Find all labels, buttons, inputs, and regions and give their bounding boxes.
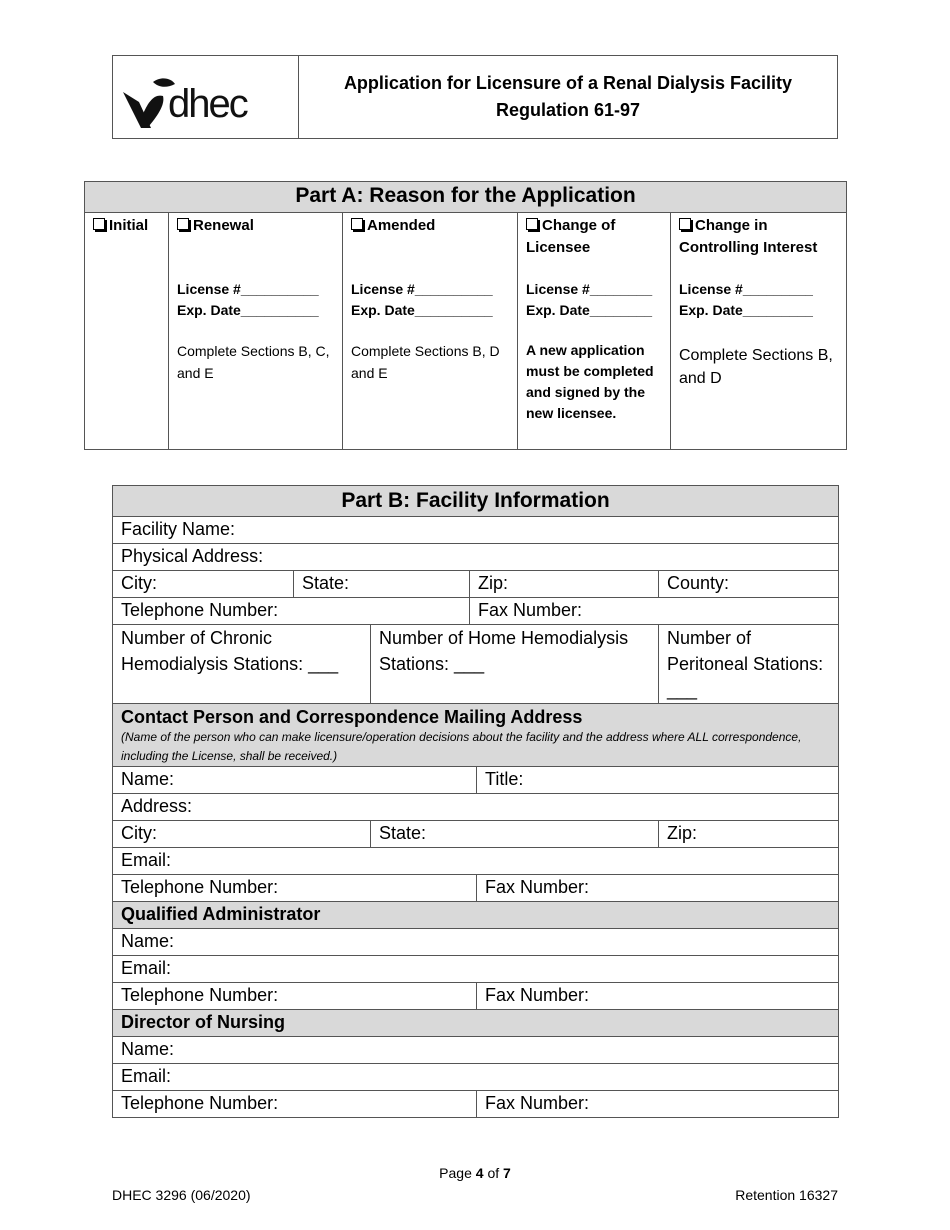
option-change-of-licensee: Change of Licensee License #________ Exp. Date________ A new application must be completed and signed by the new licensee. <box>518 213 671 450</box>
chronic-stations-field[interactable]: Number of Chronic Hemodialysis Stations: ___ <box>113 625 371 704</box>
part-b-title: Part B: Facility Information <box>113 486 839 517</box>
logo-wordmark: dhec <box>168 82 247 126</box>
form-title <box>299 56 837 138</box>
don-name-field[interactable]: Name: <box>113 1037 839 1064</box>
option-change-controlling-interest: Change in Controlling Interest License #_________ Exp. Date_________ Complete Sections B, and D <box>671 213 847 450</box>
change-licensee-checkbox[interactable] <box>526 218 538 230</box>
amended-license-field[interactable]: License #__________ <box>351 281 493 297</box>
admin-name-field[interactable]: Name: <box>113 929 839 956</box>
part-a-table <box>84 181 847 450</box>
contact-city-field[interactable]: City: <box>113 821 371 848</box>
contact-section-header <box>113 704 839 767</box>
facility-name-field[interactable]: Facility Name: <box>113 517 839 544</box>
facility-state-field[interactable]: State: <box>294 571 470 598</box>
contact-name-field[interactable]: Name: <box>113 767 477 794</box>
contact-note: (Name of the person who can make licensure/operation decisions about the facility and the address where ALL correspondence, including the License, shall be received.) <box>121 730 802 763</box>
form-title-line2: Regulation 61-97 <box>495 100 641 120</box>
option-renewal: Renewal License #__________ Exp. Date__________ Complete Sections B, C, and E <box>169 213 343 450</box>
contact-fax-field[interactable]: Fax Number: <box>477 875 839 902</box>
home-stations-field[interactable]: Number of Home Hemodialysis Stations: ___ <box>371 625 659 704</box>
renewal-exp-date-field[interactable]: Exp. Date__________ <box>177 302 319 318</box>
part-b-table <box>112 485 839 1118</box>
amended-checkbox[interactable] <box>351 218 363 230</box>
facility-zip-field[interactable]: Zip: <box>470 571 659 598</box>
renewal-license-field[interactable]: License #__________ <box>177 281 319 297</box>
page-number: Page 4 of 7 <box>439 1165 511 1181</box>
form-title-line1: Application for Licensure of a Renal Dialysis Facility <box>343 73 793 93</box>
dhec-logo <box>113 56 299 138</box>
change-interest-note: Complete Sections B, and D <box>679 347 833 387</box>
facility-telephone-field[interactable]: Telephone Number: <box>113 598 470 625</box>
part-a-title: Part A: Reason for the Application <box>85 182 847 213</box>
change-interest-license-field[interactable]: License #_________ <box>679 281 813 297</box>
contact-address-field[interactable]: Address: <box>113 794 839 821</box>
amended-note: Complete Sections B, D and E <box>351 343 500 381</box>
renewal-note: Complete Sections B, C, and E <box>177 343 330 381</box>
don-telephone-field[interactable]: Telephone Number: <box>113 1091 477 1118</box>
change-licensee-exp-date-field[interactable]: Exp. Date________ <box>526 302 653 318</box>
contact-telephone-field[interactable]: Telephone Number: <box>113 875 477 902</box>
don-fax-field[interactable]: Fax Number: <box>477 1091 839 1118</box>
contact-title: Contact Person and Correspondence Mailing Address <box>121 707 583 727</box>
retention-number: Retention 16327 <box>735 1187 838 1203</box>
option-initial: Initial <box>85 213 169 450</box>
facility-fax-field[interactable]: Fax Number: <box>470 598 839 625</box>
qualified-admin-header: Qualified Administrator <box>113 902 839 929</box>
amended-exp-date-field[interactable]: Exp. Date__________ <box>351 302 493 318</box>
change-interest-checkbox[interactable] <box>679 218 691 230</box>
peritoneal-stations-field[interactable]: Number of Peritoneal Stations: ___ <box>659 625 839 704</box>
facility-county-field[interactable]: County: <box>659 571 839 598</box>
form-id: DHEC 3296 (06/2020) <box>112 1187 251 1203</box>
don-email-field[interactable]: Email: <box>113 1064 839 1091</box>
document-header <box>112 55 838 139</box>
change-interest-exp-date-field[interactable]: Exp. Date_________ <box>679 302 813 318</box>
admin-telephone-field[interactable]: Telephone Number: <box>113 983 477 1010</box>
admin-email-field[interactable]: Email: <box>113 956 839 983</box>
facility-city-field[interactable]: City: <box>113 571 294 598</box>
contact-title-field[interactable]: Title: <box>477 767 839 794</box>
physical-address-field[interactable]: Physical Address: <box>113 544 839 571</box>
change-licensee-license-field[interactable]: License #________ <box>526 281 653 297</box>
initial-checkbox[interactable] <box>93 218 105 230</box>
contact-email-field[interactable]: Email: <box>113 848 839 875</box>
contact-state-field[interactable]: State: <box>371 821 659 848</box>
option-amended: Amended License #__________ Exp. Date__________ Complete Sections B, D and E <box>343 213 518 450</box>
director-nursing-header: Director of Nursing <box>113 1010 839 1037</box>
contact-zip-field[interactable]: Zip: <box>659 821 839 848</box>
change-licensee-note: A new application must be completed and signed by the new licensee. <box>526 342 654 421</box>
renewal-checkbox[interactable] <box>177 218 189 230</box>
admin-fax-field[interactable]: Fax Number: <box>477 983 839 1010</box>
